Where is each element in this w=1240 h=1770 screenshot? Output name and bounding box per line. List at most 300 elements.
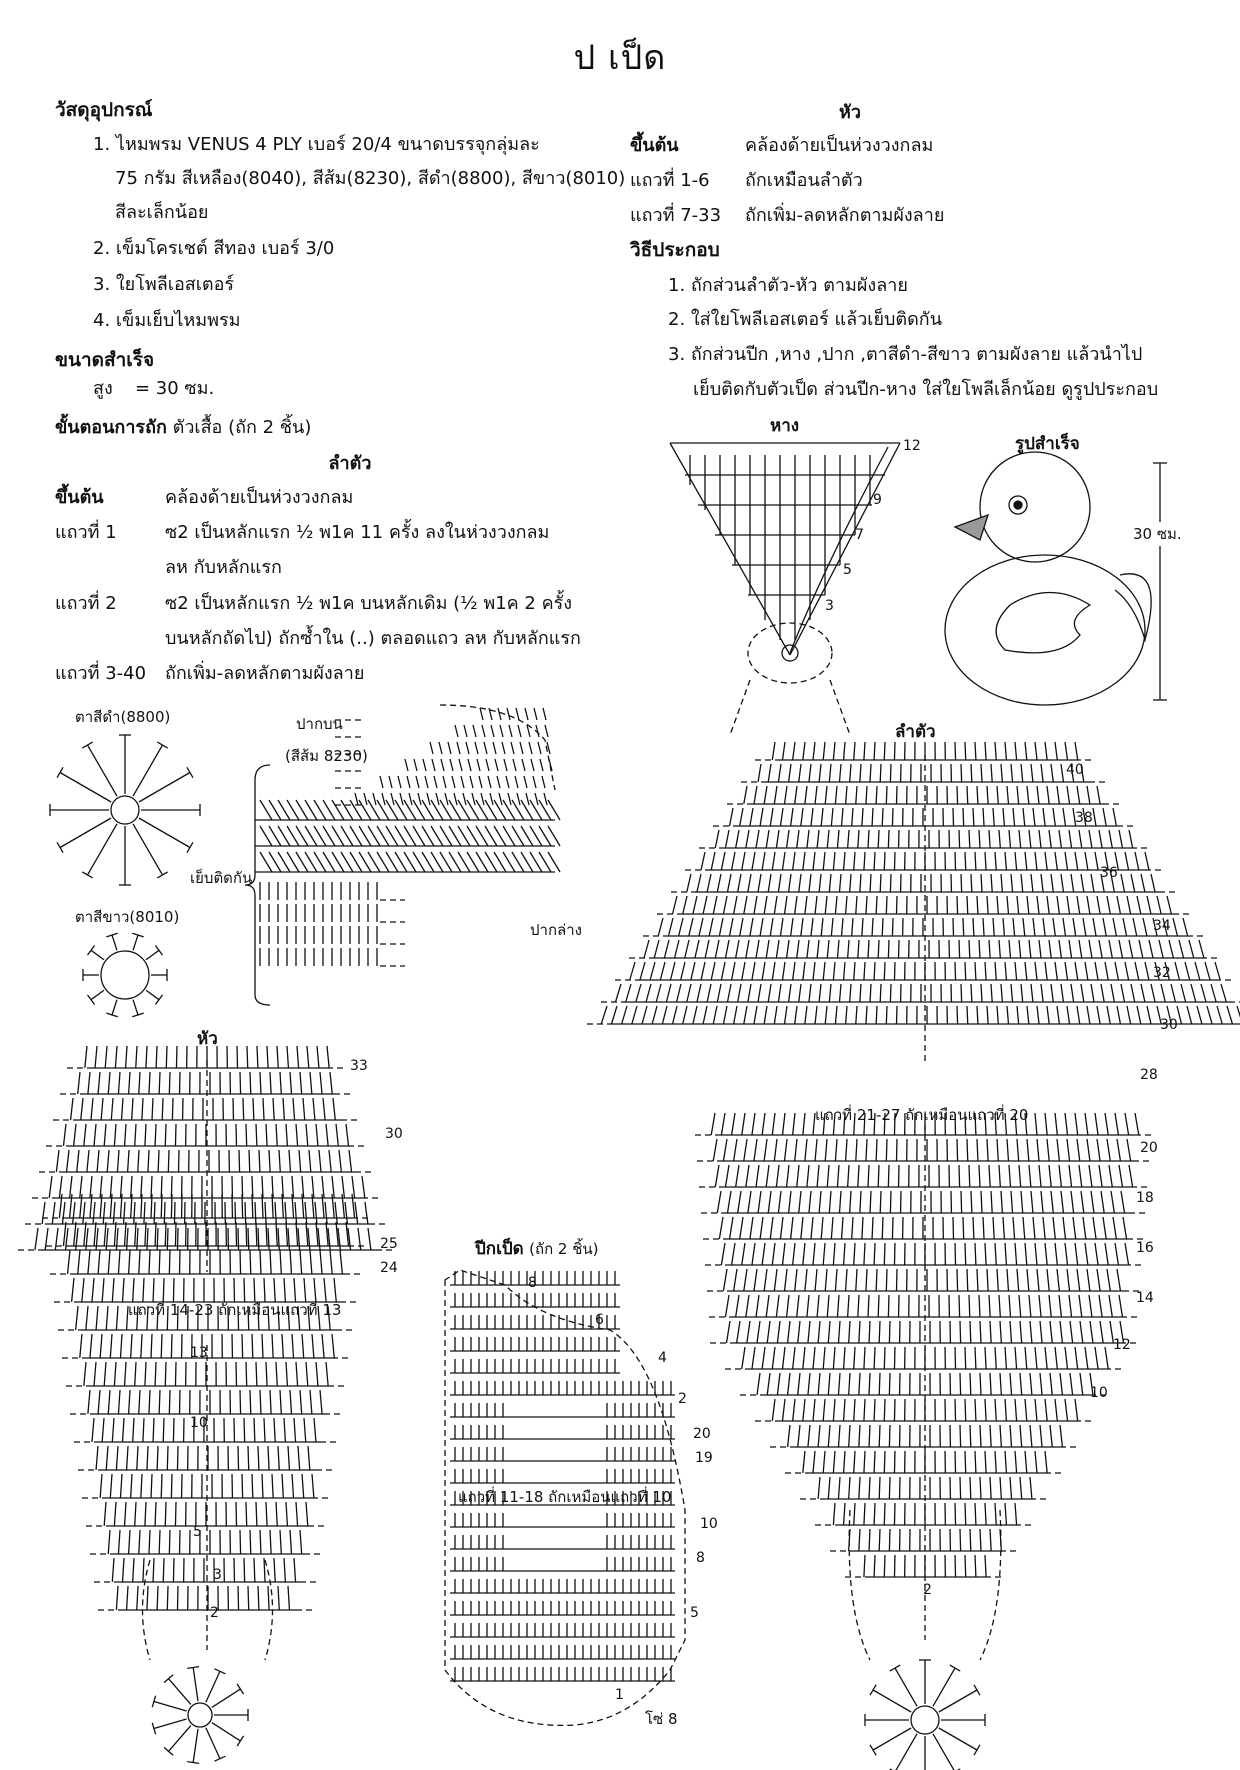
stitch-mark	[1005, 1503, 1006, 1525]
stitch-mark	[838, 1321, 840, 1343]
stitch-mark	[728, 984, 731, 1002]
stitch-mark	[1065, 1243, 1068, 1265]
stitch-mark	[746, 940, 749, 958]
stitch-mark	[803, 962, 805, 980]
wing-num-6: 6	[595, 1312, 604, 1328]
stitch-mark	[805, 1269, 807, 1291]
stitch-mark	[1100, 1321, 1103, 1343]
page-title: ป เป็ด	[0, 30, 1240, 84]
stitch-mark	[762, 1243, 765, 1265]
stitch-mark	[247, 1046, 248, 1068]
stitch-mark	[732, 1243, 735, 1265]
stitch-mark	[1057, 786, 1059, 804]
stitch-mark	[723, 896, 727, 914]
stitch-mark	[407, 776, 410, 788]
body-num-40: 40	[1066, 762, 1084, 778]
stitch-mark	[833, 1399, 835, 1421]
stitch-mark	[163, 1418, 164, 1442]
stitch-mark	[985, 852, 986, 870]
stitch-mark	[1060, 1321, 1062, 1343]
stitch-mark	[1015, 852, 1017, 870]
stitch-mark	[155, 1222, 156, 1246]
stitch-mark	[892, 918, 893, 936]
stitch-mark	[1061, 874, 1063, 892]
stitch-mark	[734, 1139, 737, 1161]
stitch-mark	[742, 1243, 745, 1265]
stitch-mark	[187, 767, 193, 777]
stitch-mark	[1010, 1321, 1012, 1343]
stitch-mark	[965, 962, 966, 980]
stitch-mark	[260, 1072, 261, 1094]
stitch-mark	[742, 852, 745, 870]
stitch-mark	[1043, 1217, 1045, 1239]
body-num-20: 20	[1140, 1140, 1158, 1156]
stitch-mark	[111, 1098, 113, 1120]
stitch-mark	[104, 1124, 106, 1146]
stitch-mark	[734, 1269, 737, 1291]
stitch-mark	[879, 1425, 880, 1447]
material-item-2: 2. เข็มโครเชต์ สีทอง เบอร์ 3/0	[93, 232, 334, 266]
stitch-mark	[1039, 1165, 1041, 1187]
stitch-mark	[740, 918, 743, 936]
stitch-mark	[828, 1373, 830, 1395]
stitch-mark	[842, 1217, 843, 1239]
stitch-mark	[837, 1295, 839, 1317]
stitch-mark	[110, 1474, 112, 1498]
stitch-mark	[1119, 1295, 1122, 1317]
stitch-mark	[764, 896, 767, 914]
stitch-mark	[316, 1222, 318, 1246]
stitch-mark	[876, 1139, 877, 1161]
stitch-mark	[991, 1191, 992, 1213]
stitch-mark	[711, 1113, 715, 1135]
body-heading: ลำตัว	[250, 448, 450, 477]
stitch-mark	[542, 776, 545, 788]
stitch-mark	[975, 1451, 976, 1473]
stitch-mark	[662, 1006, 667, 1024]
stitch-mark	[864, 1347, 865, 1369]
stitch-mark	[793, 1347, 795, 1369]
stitch-mark	[879, 1373, 880, 1395]
stitch-mark	[963, 808, 964, 826]
stitch-mark	[1009, 940, 1011, 958]
stitch-mark	[154, 1701, 187, 1711]
stitch-mark	[106, 1446, 108, 1470]
stitch-mark	[137, 1446, 138, 1470]
stitch-mark	[965, 1347, 966, 1369]
stitch-mark	[167, 1446, 168, 1470]
stitch-mark	[1097, 896, 1100, 914]
stitch-mark	[1079, 940, 1082, 958]
stitch-mark	[740, 808, 743, 826]
stitch-mark	[280, 1530, 281, 1554]
stitch-mark	[1079, 1165, 1082, 1187]
stitch-mark	[1031, 1191, 1033, 1213]
stitch-mark	[955, 1243, 956, 1265]
stitch-mark	[967, 1269, 968, 1291]
stitch-mark	[164, 1202, 165, 1224]
stitch-mark	[143, 1418, 144, 1442]
stitch-mark	[131, 1334, 132, 1358]
stitch-mark	[162, 1098, 163, 1120]
stitch-mark	[85, 1046, 87, 1068]
stitch-mark	[754, 1269, 757, 1291]
stitch-mark	[128, 1150, 129, 1172]
head-num-3: 3	[213, 1567, 222, 1583]
stitch-mark	[482, 725, 485, 737]
stitch-mark	[808, 1425, 810, 1447]
stitch-mark	[214, 1756, 225, 1761]
stitch-mark	[770, 1217, 773, 1239]
stitch-mark	[985, 1451, 986, 1473]
stitch-mark	[293, 1098, 295, 1120]
stitch-mark	[1195, 962, 1200, 980]
stitch-mark	[249, 1150, 250, 1172]
stitch-mark	[187, 842, 193, 852]
stitch-mark	[306, 1362, 308, 1386]
stitch-mark	[1227, 1006, 1232, 1024]
stitch-mark	[1081, 984, 1084, 1002]
body-num-12: 12	[1113, 1337, 1131, 1353]
stitch-mark	[287, 1046, 288, 1068]
stitch-mark	[1000, 1477, 1001, 1499]
stitch-mark	[797, 940, 799, 958]
stitch-mark	[1125, 1243, 1129, 1265]
stitch-mark	[78, 1250, 80, 1274]
stitch-mark	[531, 759, 534, 771]
stitch-mark	[320, 1072, 322, 1094]
stitch-mark	[848, 830, 849, 848]
stitch-mark	[642, 1006, 647, 1024]
stitch-mark	[985, 962, 986, 980]
stitch-mark	[799, 874, 801, 892]
stitch-mark	[1173, 918, 1177, 936]
stitch-mark	[1097, 1006, 1100, 1024]
stitch-mark	[55, 1228, 58, 1250]
stitch-mark	[493, 742, 496, 754]
assembly-item-3-cont: เย็บติดกับตัวเป็ด ส่วนปีก-หาง ใส่ใยโพลีเล็กน้อย ดูรูปประกอบ	[693, 374, 1158, 403]
stitch-mark	[175, 1362, 176, 1386]
stitch-mark	[298, 1446, 300, 1470]
stitch-mark	[315, 1202, 317, 1224]
stitch-mark	[732, 962, 735, 980]
stitch-mark	[679, 918, 683, 936]
stitch-mark	[206, 1671, 220, 1702]
stitch-mark	[1039, 940, 1041, 958]
stitch-mark	[154, 1719, 187, 1729]
stitch-mark	[1095, 852, 1098, 870]
stitch-mark	[1001, 874, 1002, 892]
stitch-mark	[240, 1530, 241, 1554]
tail-num-7: 7	[855, 527, 864, 543]
stitch-mark	[823, 1347, 825, 1369]
stitch-mark	[1033, 1217, 1035, 1239]
stitch-mark	[65, 1228, 68, 1250]
stitch-mark	[42, 1202, 45, 1224]
stitch-mark	[874, 1347, 875, 1369]
stitch-mark	[1055, 1243, 1057, 1265]
stitch-mark	[668, 918, 673, 936]
stitch-mark	[823, 1451, 825, 1473]
stitch-mark	[296, 1222, 298, 1246]
finished-size-label: สูง	[93, 372, 113, 406]
stitch-mark	[985, 1555, 986, 1577]
stitch-mark	[955, 1347, 956, 1369]
stitch-mark	[750, 808, 753, 826]
stitch-mark	[734, 1006, 737, 1024]
stitch-mark	[1021, 874, 1023, 892]
stitch-mark	[795, 896, 797, 914]
stitch-mark	[744, 1269, 747, 1291]
stitch-mark	[778, 874, 781, 892]
stitch-mark	[1215, 962, 1220, 980]
stitch-mark	[770, 918, 773, 936]
stitch-mark	[300, 1390, 302, 1414]
stitch-mark	[1127, 896, 1131, 914]
stitch-mark	[955, 1399, 956, 1421]
stitch-mark	[73, 1202, 75, 1224]
stitch-mark	[491, 725, 494, 737]
stitch-mark	[1187, 1006, 1192, 1024]
stitch-mark	[850, 984, 851, 1002]
stitch-mark	[290, 1390, 291, 1414]
stitch-mark	[157, 1446, 158, 1470]
stitch-mark	[876, 1269, 877, 1291]
stitch-mark	[138, 1150, 139, 1172]
stitch-mark	[742, 1347, 745, 1369]
stitch-mark	[884, 1451, 885, 1473]
stitch-mark	[114, 1502, 116, 1526]
stitch-mark	[789, 764, 791, 782]
stitch-mark	[888, 940, 889, 958]
stitch-mark	[127, 1446, 128, 1470]
stitch-mark	[1027, 896, 1029, 914]
stitch-mark	[292, 1474, 294, 1498]
stitch-mark	[894, 852, 895, 870]
stitch-mark	[1205, 962, 1210, 980]
stitch-mark	[280, 1072, 281, 1094]
stitch-mark	[145, 1502, 146, 1526]
stitch-mark	[1017, 1269, 1019, 1291]
stitch-mark	[98, 1390, 100, 1414]
stitch-mark	[365, 1202, 368, 1224]
beak-top-color: (สีส้ม 8230)	[285, 744, 368, 768]
wing-num-5: 5	[690, 1605, 699, 1621]
stitch-mark	[762, 962, 765, 980]
stitch-mark	[1023, 918, 1025, 936]
stitch-mark	[1115, 1243, 1118, 1265]
stitch-mark	[673, 896, 677, 914]
stitch-mark	[254, 1418, 255, 1442]
wing-title-wrap	[475, 1235, 599, 1262]
stitch-mark	[174, 1202, 175, 1224]
stitch-mark	[294, 1418, 296, 1442]
stitch-mark	[143, 1558, 144, 1582]
stitch-mark	[148, 1150, 149, 1172]
stitch-mark	[68, 1250, 70, 1274]
stitch-mark	[683, 896, 687, 914]
stitch-mark	[139, 1390, 140, 1414]
stitch-mark	[146, 1046, 147, 1068]
stitch-mark	[825, 1269, 827, 1291]
stitch-mark	[766, 1295, 769, 1317]
stitch-mark	[502, 742, 505, 754]
stitch-mark	[776, 1295, 779, 1317]
stitch-mark	[302, 1474, 304, 1498]
stitch-mark	[787, 1165, 789, 1187]
stitch-mark	[872, 1217, 873, 1239]
stitch-mark	[829, 1191, 831, 1213]
stitch-mark	[1123, 1217, 1127, 1239]
stitch-mark	[795, 1139, 797, 1161]
stitch-mark	[884, 1503, 885, 1525]
stitch-mark	[886, 1139, 887, 1161]
stitch-mark	[1151, 984, 1155, 1002]
stitch-mark	[1115, 1113, 1118, 1135]
stitch-mark	[987, 1269, 988, 1291]
stitch-mark	[1029, 830, 1031, 848]
stitch-mark	[850, 764, 851, 782]
stitch-mark	[98, 1250, 100, 1274]
stitch-mark	[1105, 1243, 1108, 1265]
stitch-mark	[864, 1243, 865, 1265]
stitch-mark	[57, 842, 63, 852]
beak-bottom-label: ปากล่าง	[530, 918, 582, 942]
stitch-mark	[872, 918, 873, 936]
stitch-mark	[1041, 984, 1043, 1002]
duck-body-shape	[945, 555, 1145, 705]
stitch-mark	[1025, 962, 1027, 980]
stitch-mark	[864, 1555, 865, 1577]
stitch-mark	[441, 759, 444, 771]
stitch-mark	[159, 1250, 160, 1274]
stitch-mark	[309, 1150, 311, 1172]
stitch-mark	[736, 1165, 739, 1187]
stitch-mark	[894, 1555, 895, 1577]
stitch-mark	[837, 940, 839, 958]
stitch-mark	[744, 1006, 747, 1024]
stitch-mark	[262, 1334, 263, 1358]
stitch-mark	[1011, 984, 1013, 1002]
stitch-mark	[1125, 962, 1129, 980]
stitch-mark	[252, 1194, 253, 1218]
stitch-mark	[879, 1529, 880, 1551]
stitch-mark	[310, 1390, 312, 1414]
stitch-mark	[774, 1139, 777, 1161]
stitch-mark	[1027, 1006, 1029, 1024]
stitch-mark	[995, 1347, 996, 1369]
finished-height-label: 30 ซม.	[1133, 522, 1182, 546]
stitch-mark	[967, 896, 968, 914]
stitch-mark	[1147, 896, 1151, 914]
stitch-mark	[766, 1165, 769, 1187]
stitch-mark	[744, 896, 747, 914]
stitch-mark	[96, 1228, 98, 1250]
stitch-mark	[703, 1006, 707, 1024]
stitch-mark	[869, 1321, 870, 1343]
stitch-mark	[808, 1321, 810, 1343]
wing-num-10: 10	[700, 1516, 718, 1532]
stitch-mark	[646, 984, 651, 1002]
stitch-mark	[995, 1243, 996, 1265]
stitch-mark	[859, 1529, 860, 1551]
body-row-val-3: ซ2 เป็นหลักแรก ½ พ1ค บนหลักเดิม (½ พ1ค 2 ครั้ง	[165, 588, 572, 617]
stitch-mark	[1037, 896, 1039, 914]
stitch-mark	[161, 1474, 162, 1498]
stitch-mark	[957, 896, 958, 914]
stitch-mark	[664, 940, 669, 958]
stitch-mark	[1050, 1425, 1052, 1447]
stitch-mark	[736, 940, 739, 958]
stitch-mark	[870, 764, 871, 782]
stitch-mark	[57, 767, 63, 777]
stitch-mark	[1039, 830, 1041, 848]
stitch-mark	[999, 940, 1000, 958]
stitch-mark	[214, 1669, 225, 1674]
stitch-mark	[772, 1347, 775, 1369]
stitch-mark	[960, 1373, 961, 1395]
stitch-mark	[318, 1228, 320, 1250]
stitch-mark	[973, 1217, 974, 1239]
stitch-mark	[314, 1418, 316, 1442]
stitch-mark	[987, 1006, 988, 1024]
stitch-mark	[811, 808, 813, 826]
wing-num-1: 1	[615, 1687, 624, 1703]
stitch-mark	[1080, 1321, 1083, 1343]
stitch-mark	[726, 1321, 730, 1343]
stitch-mark	[738, 874, 741, 892]
stitch-mark	[267, 1046, 268, 1068]
stitch-mark	[803, 852, 805, 870]
stitch-mark	[772, 1399, 775, 1421]
stitch-mark	[993, 1217, 994, 1239]
stitch-mark	[169, 1726, 191, 1752]
stitch-mark	[758, 874, 761, 892]
stitch-mark	[715, 940, 719, 958]
stitch-mark	[312, 1334, 314, 1358]
stitch-mark	[827, 830, 829, 848]
stitch-mark	[846, 1006, 847, 1024]
stitch-mark	[894, 1503, 895, 1525]
stitch-mark	[362, 1176, 365, 1198]
stitch-mark	[1009, 1165, 1011, 1187]
stitch-mark	[713, 1139, 717, 1161]
stitch-mark	[288, 1228, 289, 1250]
stitch-mark	[165, 1362, 166, 1386]
stitch-mark	[147, 1228, 148, 1250]
stitch-mark	[813, 1451, 815, 1473]
stitch-mark	[778, 764, 781, 782]
stitch-mark	[764, 786, 767, 804]
stitch-mark	[995, 852, 996, 870]
stitch-mark	[846, 1269, 847, 1291]
stitch-mark	[286, 1502, 287, 1526]
stitch-mark	[355, 793, 358, 805]
stitch-mark	[756, 1295, 759, 1317]
stitch-mark	[969, 940, 970, 958]
stitch-mark	[320, 1390, 322, 1414]
stitch-mark	[961, 984, 962, 1002]
stitch-mark	[159, 1530, 160, 1554]
stitch-mark	[133, 745, 163, 796]
stitch-mark	[242, 1474, 243, 1498]
stitch-mark	[1013, 808, 1015, 826]
stitch-mark	[146, 990, 159, 999]
stitch-mark	[175, 1502, 176, 1526]
stitch-mark	[129, 1390, 130, 1414]
stitch-mark	[1113, 918, 1116, 936]
stitch-mark	[725, 1165, 729, 1187]
